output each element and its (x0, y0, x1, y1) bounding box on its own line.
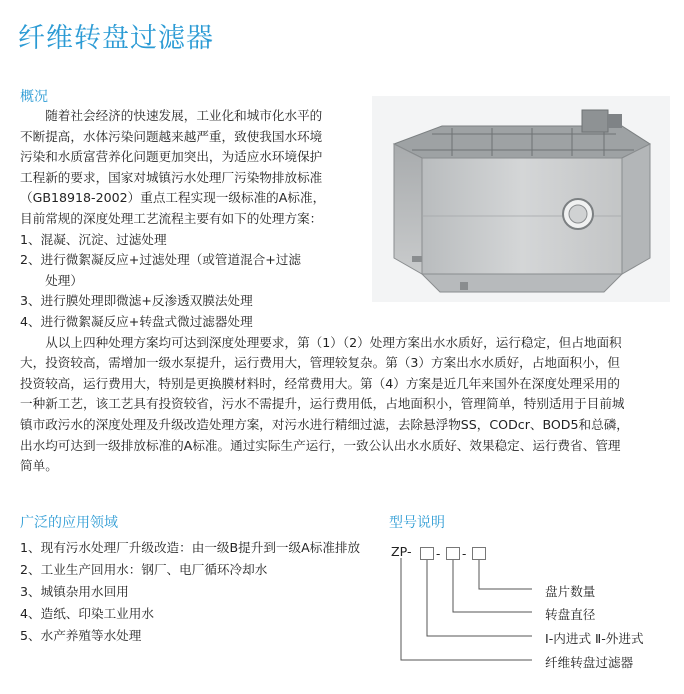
paragraph-line: 投资较高，运行费用大，特别是更换膜材料时，经常费用大。第（4）方案是近几年来国外在深度处理采用的 (20, 375, 620, 391)
model-label-disc-count: 盘片数量 (545, 584, 596, 599)
paragraph-line: 镇市政污水的深度处理及升级改造处理方案，对污水进行精细过滤，去除悬浮物SS，CODcr、BOD5和总磷， (20, 417, 629, 432)
application-item: 4、造纸、印染工业用水 (20, 606, 154, 621)
model-label-inlet-type: Ⅰ-内进式 Ⅱ-外进式 (545, 631, 644, 646)
paragraph-line: 出水均可达到一级排放标准的A标准。通过实际生产运行，一致公认出水水质好、效果稳定、运行费省、管理 (20, 437, 621, 453)
paragraph-line: 大，投资较高，需增加一级水泵提升，运行费用大，管理较复杂。第（3）方案出水水质好，占地面积小，但 (20, 355, 620, 371)
connector-line (401, 558, 532, 660)
application-item: 5、水产养殖等水处理 (20, 628, 142, 643)
paragraph-line: 简单。 (20, 458, 58, 474)
model-code-prefix: ZP- (391, 544, 412, 559)
overview-line: （GB18918-2002）重点工程实现一级标准的A标准， (20, 190, 326, 206)
application-item: 2、工业生产回用水：钢厂、电厂循环冷却水 (20, 562, 268, 577)
application-item: 1、现有污水处理厂升级改造：由一级B提升到一级A标准排放 (20, 540, 361, 555)
page-title: 纤维转盘过滤器 (18, 23, 214, 54)
overview-line: 4、进行微絮凝反应+转盘式微过滤器处理 (20, 314, 253, 329)
overview-line: 随着社会经济的快速发展，工业化和城市化水平的 (20, 108, 323, 123)
model-heading: 型号说明 (389, 515, 445, 531)
overview-line: 2、进行微絮凝反应+过滤处理（或管道混合+过滤 (20, 252, 301, 268)
overview-line: 处理） (20, 272, 83, 288)
connector-line (479, 560, 532, 589)
model-label-disc-diameter: 转盘直径 (545, 607, 596, 622)
overview-line: 1、混凝、沉淀、过滤处理 (20, 231, 167, 247)
application-item: 3、城镇杂用水回用 (20, 584, 129, 599)
paragraph-line: 一种新工艺，该工艺具有投资较省，污水不需提升，运行费用低，占地面积小，管理简单，特别适用于目前城 (20, 396, 625, 412)
overview-line: 不断提高，水体污染问题越来越严重，致使我国水环境 (20, 128, 323, 144)
overview-heading: 概况 (20, 89, 48, 105)
overview-line: 3、进行膜处理即微滤+反渗透双膜法处理 (20, 293, 253, 309)
model-label-product-name: 纤维转盘过滤器 (545, 655, 634, 670)
connector-line (453, 560, 532, 612)
paragraph-line: 从以上四种处理方案均可达到深度处理要求，第（1）（2）处理方案出水水质好，运行稳定，但占地面积 (20, 334, 622, 350)
overview-line: 目前常规的深度处理工艺流程主要有如下的处理方案： (20, 211, 323, 226)
overview-line: 污染和水质富营养化问题更加突出，为适应水环境保护 (20, 149, 323, 165)
model-slot-dash: - (462, 547, 467, 561)
model-slot-dash: - (436, 547, 441, 561)
applications-heading: 广泛的应用领域 (20, 515, 118, 531)
overview-line: 工程新的要求，国家对城镇污水处理厂污染物排放标准 (20, 169, 323, 185)
